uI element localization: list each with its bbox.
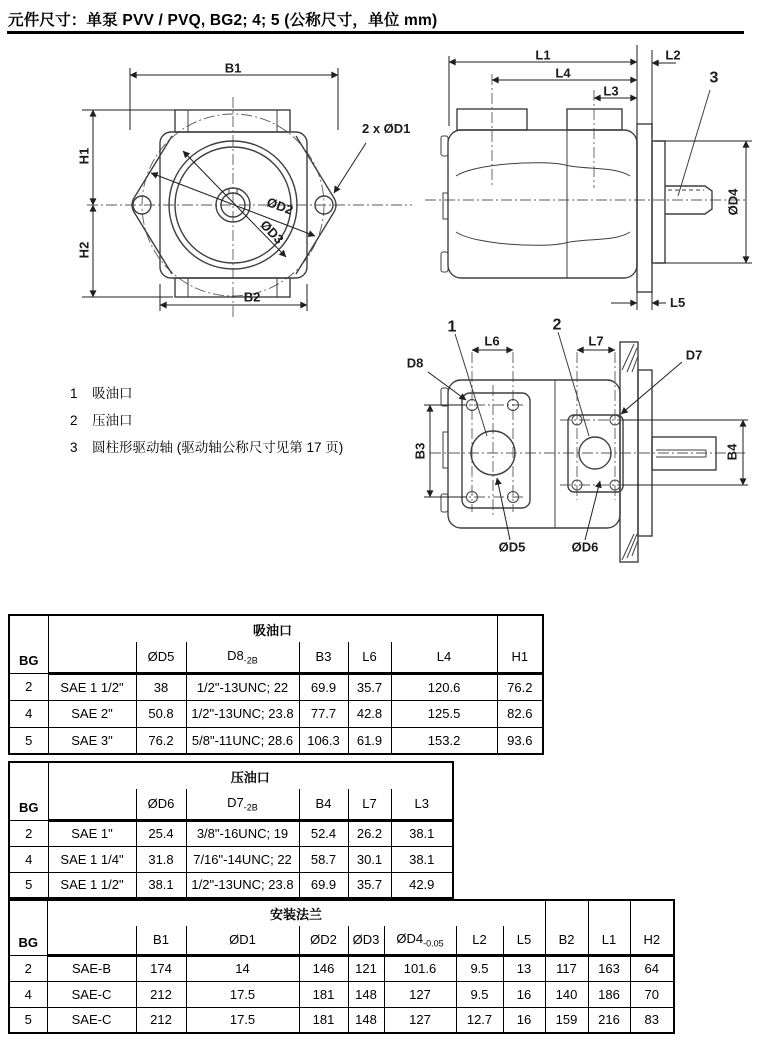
column-header: L5: [503, 926, 545, 955]
table-row: [9, 700, 543, 727]
table-cell: 17.5: [186, 1007, 299, 1033]
table-cell: 82.6: [497, 700, 543, 727]
table-cell: SAE 1 1/2": [48, 872, 136, 898]
dim-label-b4: B4: [724, 443, 740, 461]
dim-label-l6: L6: [484, 333, 500, 349]
empty-header-cell: [545, 900, 588, 926]
table-cell: 216: [588, 1007, 630, 1033]
legend-num-1: 1: [70, 386, 78, 401]
bg-cell: 4: [9, 700, 48, 727]
table-cell: 159: [545, 1007, 588, 1033]
table-cell: 38.1: [391, 820, 453, 846]
table-cell: 31.8: [136, 846, 186, 872]
bg-cell: 5: [9, 727, 48, 754]
column-header: ØD1: [186, 926, 299, 955]
bg-column-header: BG: [9, 900, 47, 955]
page-title: 元件尺寸：单泵 PVV / PVQ, BG2; 4; 5 (公称尺寸，单位 mm): [8, 12, 438, 29]
table-row: [9, 673, 543, 700]
side-view-geometry: [425, 45, 752, 310]
column-header: $D7_{-2B}$: [186, 789, 299, 820]
column-header: L4: [391, 642, 497, 673]
table-cell: 7/16"-14UNC; 22: [186, 846, 299, 872]
dim-label-d2: ØD2: [264, 194, 296, 218]
table-cell: 16: [503, 981, 545, 1007]
column-header: B3: [299, 642, 348, 673]
front-view-geometry: [82, 68, 412, 318]
table-cell: 17.5: [186, 981, 299, 1007]
table-cell: 153.2: [391, 727, 497, 754]
dim-label-b3: B3: [412, 442, 428, 460]
legend-item-shaft: [70, 440, 343, 456]
table-cell: 76.2: [136, 727, 186, 754]
table-cell: 148: [348, 981, 384, 1007]
table-cell: 14: [186, 955, 299, 981]
empty-header-cell: [497, 615, 543, 642]
column-header: ØD5: [136, 642, 186, 673]
table-cell: 77.7: [299, 700, 348, 727]
column-header: L1: [588, 926, 630, 955]
table-cell: 117: [545, 955, 588, 981]
table-cell: 16: [503, 1007, 545, 1033]
table-cell: SAE-C: [47, 981, 136, 1007]
bottom-view-geometry: [424, 332, 748, 562]
dim-label-l1: L1: [535, 47, 551, 63]
table-cell: 181: [299, 1007, 348, 1033]
table-cell: SAE 1": [48, 820, 136, 846]
table-cell: 70: [630, 981, 674, 1007]
table-cell: 35.7: [348, 872, 391, 898]
table-cell: 1/2"-13UNC; 23.8: [186, 700, 299, 727]
legend-num-2: 2: [70, 413, 78, 428]
dim-label-l3: L3: [603, 83, 619, 99]
dim-label-h2: H2: [76, 241, 92, 259]
column-header: ØD3: [348, 926, 384, 955]
column-header: [47, 926, 136, 955]
bg-column-header: BG: [9, 615, 48, 673]
column-header: B2: [545, 926, 588, 955]
legend-item-pressure: [70, 413, 133, 429]
table-cell: 42.8: [348, 700, 391, 727]
dim-label-h1: H1: [76, 147, 92, 165]
item-label-2: 2: [552, 316, 562, 334]
bg-cell: 4: [9, 981, 47, 1007]
suction-port-table: [8, 614, 544, 755]
bg-cell: 2: [9, 955, 47, 981]
table-cell: 42.9: [391, 872, 453, 898]
table-cell: 125.5: [391, 700, 497, 727]
table-cell: 121: [348, 955, 384, 981]
column-header: ØD2: [299, 926, 348, 955]
table-cell: 1/2"-13UNC; 22: [186, 673, 299, 700]
table-cell: SAE 3": [48, 727, 136, 754]
bg-cell: 2: [9, 673, 48, 700]
table-cell: 174: [136, 955, 186, 981]
table-cell: 13: [503, 955, 545, 981]
column-header: L7: [348, 789, 391, 820]
table-cell: 93.6: [497, 727, 543, 754]
table-cell: 1/2"-13UNC; 23.8: [186, 872, 299, 898]
table-row: [9, 820, 453, 846]
dim-label-l7: L7: [588, 333, 604, 349]
table-cell: 38.1: [136, 872, 186, 898]
table-cell: SAE 1 1/4": [48, 846, 136, 872]
table-cell: 69.9: [299, 673, 348, 700]
dim-label-l4: L4: [555, 65, 571, 81]
table-cell: 163: [588, 955, 630, 981]
table-cell: 9.5: [456, 955, 503, 981]
item-label-3: 3: [709, 69, 719, 87]
table-cell: SAE 2": [48, 700, 136, 727]
dim-label-l5: L5: [670, 295, 686, 310]
dim-label-d8: D8: [406, 355, 424, 371]
table-cell: 64: [630, 955, 674, 981]
empty-header-cell: [588, 900, 630, 926]
table-cell: SAE-C: [47, 1007, 136, 1033]
table-cell: 120.6: [391, 673, 497, 700]
table-cell: 181: [299, 981, 348, 1007]
table-cell: 76.2: [497, 673, 543, 700]
table-cell: 52.4: [299, 820, 348, 846]
dim-label-b2: B2: [243, 289, 261, 305]
dim-label-d5: ØD5: [498, 539, 526, 555]
bg-cell: 5: [9, 872, 48, 898]
column-header: $D8_{-2B}$: [186, 642, 299, 673]
table-row: [9, 727, 543, 754]
table-cell: 50.8: [136, 700, 186, 727]
table-cell: 3/8"-16UNC; 19: [186, 820, 299, 846]
dim-label-b1: B1: [224, 60, 242, 76]
table-row: [9, 872, 453, 898]
table-cell: 140: [545, 981, 588, 1007]
column-header: [48, 789, 136, 820]
table-cell: 69.9: [299, 872, 348, 898]
column-header: H2: [630, 926, 674, 955]
table-cell: SAE-B: [47, 955, 136, 981]
table-cell: 26.2: [348, 820, 391, 846]
table-row: [9, 981, 674, 1007]
table-cell: 25.4: [136, 820, 186, 846]
bg-cell: 5: [9, 1007, 47, 1033]
table-row: [9, 846, 453, 872]
table-cell: 35.7: [348, 673, 391, 700]
table-cell: 148: [348, 1007, 384, 1033]
legend-label-3: 圆柱形驱动轴 (驱动轴公称尺寸见第 17 页): [92, 440, 344, 455]
table-group-header: 安装法兰: [47, 900, 545, 926]
dim-label-d7: D7: [685, 347, 703, 363]
bg-column-header: BG: [9, 762, 48, 820]
empty-header-cell: [630, 900, 674, 926]
column-header: $ØD4_{-0.05}$: [384, 926, 456, 955]
column-header: ØD6: [136, 789, 186, 820]
table-cell: 61.9: [348, 727, 391, 754]
table-cell: 83: [630, 1007, 674, 1033]
table-cell: SAE 1 1/2": [48, 673, 136, 700]
table-cell: 58.7: [299, 846, 348, 872]
item-label-1: 1: [447, 318, 457, 336]
table-cell: 186: [588, 981, 630, 1007]
legend-label-1: 吸油口: [92, 386, 133, 401]
mounting-flange-table: [8, 899, 675, 1034]
table-cell: 101.6: [384, 955, 456, 981]
table-row: [9, 1007, 674, 1033]
column-header: B1: [136, 926, 186, 955]
table-cell: 38: [136, 673, 186, 700]
table-cell: 5/8"-11UNC; 28.6: [186, 727, 299, 754]
table-cell: 212: [136, 981, 186, 1007]
table-cell: 12.7: [456, 1007, 503, 1033]
table-cell: 30.1: [348, 846, 391, 872]
pressure-port-table: [8, 761, 454, 899]
column-header: L2: [456, 926, 503, 955]
dim-label-d4: ØD4: [725, 188, 741, 216]
dim-label-l2: L2: [665, 47, 681, 63]
table-cell: 106.3: [299, 727, 348, 754]
legend-item-suction: [70, 386, 133, 402]
table-row: [9, 955, 674, 981]
column-header: H1: [497, 642, 543, 673]
table-cell: 146: [299, 955, 348, 981]
table-cell: 127: [384, 1007, 456, 1033]
bg-cell: 4: [9, 846, 48, 872]
table-group-header: 吸油口: [48, 615, 497, 642]
column-header: L6: [348, 642, 391, 673]
legend-label-2: 压油口: [92, 413, 133, 428]
table-cell: 9.5: [456, 981, 503, 1007]
dim-label-d6: ØD6: [571, 539, 599, 555]
table-group-header: 压油口: [48, 762, 453, 789]
dim-label-d3: ØD3: [257, 217, 287, 247]
column-header: L3: [391, 789, 453, 820]
table-cell: 127: [384, 981, 456, 1007]
table-cell: 38.1: [391, 846, 453, 872]
title-rule: [7, 31, 744, 34]
column-header: B4: [299, 789, 348, 820]
table-cell: 212: [136, 1007, 186, 1033]
column-header: [48, 642, 136, 673]
legend-num-3: 3: [70, 440, 78, 455]
dim-label-2xd1: 2 x ØD1: [362, 121, 411, 136]
bg-cell: 2: [9, 820, 48, 846]
